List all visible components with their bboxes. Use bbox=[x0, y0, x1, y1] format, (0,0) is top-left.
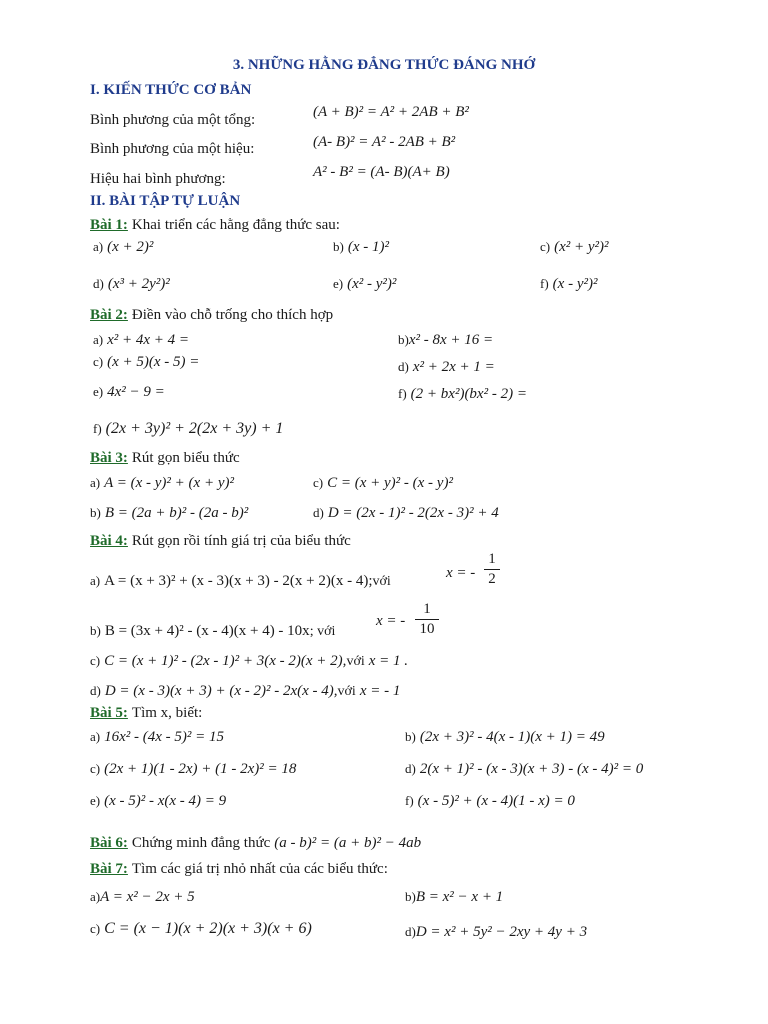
bai-7-item bbox=[90, 920, 312, 938]
bai-2-header bbox=[90, 306, 333, 324]
item-formula: D = (x - 3)(x + 3) + (x - 2)² - 2x(x - 4), bbox=[104, 683, 338, 699]
bai-7-item bbox=[405, 888, 503, 906]
bai-7-text: Tìm các giá trị nhỏ nhất của các biểu thức: bbox=[131, 861, 388, 877]
bai-3-item bbox=[313, 504, 499, 522]
item-formula: (2x + 3)² - 4(x - 1)(x + 1) = 49 bbox=[419, 729, 605, 745]
item-formula: (x + 2)² bbox=[107, 239, 154, 255]
item-formula: B = (2a + b)² - (2a - b)² bbox=[104, 505, 249, 521]
item-label: a) bbox=[90, 573, 101, 588]
bai-5-item bbox=[90, 760, 296, 778]
identity-formula-diff: (A- B)² = A² - 2AB + B² bbox=[313, 134, 456, 150]
item-label: f) bbox=[398, 386, 407, 401]
bai-1-label: Bài 1: bbox=[90, 217, 128, 233]
bai-3-text: Rút gọn biểu thức bbox=[131, 450, 240, 466]
identity-formula-squares: A² - B² = (A- B)(A+ B) bbox=[313, 164, 450, 180]
item-label: a) bbox=[90, 475, 101, 490]
fraction-numerator: 1 bbox=[423, 601, 431, 617]
item-formula: (x - 5)² + (x - 4)(1 - x) = 0 bbox=[417, 793, 575, 809]
section-1-heading: I. KIẾN THỨC CƠ BẢN bbox=[90, 82, 252, 98]
item-formula: (x² + y²)² bbox=[554, 239, 609, 255]
bai-6-label: Bài 6: bbox=[90, 835, 128, 851]
item-label: d) bbox=[90, 683, 101, 698]
bai-7-item bbox=[405, 923, 587, 941]
item-label: d) bbox=[398, 359, 409, 374]
item-label: d) bbox=[405, 761, 416, 776]
item-formula: 4x² − 9 = bbox=[107, 384, 165, 400]
bai-2-item bbox=[398, 385, 527, 403]
item-formula: (2x + 3y)² + 2(2x + 3y) + 1 bbox=[105, 420, 284, 437]
item-formula: (x - 1)² bbox=[347, 239, 389, 255]
item-label: d) bbox=[405, 924, 416, 939]
bai-4-header bbox=[90, 532, 351, 550]
bai-5-item bbox=[90, 792, 226, 810]
item-label: e) bbox=[333, 276, 344, 291]
item-formula: D = (2x - 1)² - 2(2x - 3)² + 4 bbox=[327, 505, 499, 521]
item-formula: x² + 2x + 1 = bbox=[412, 359, 495, 375]
bai-3-header bbox=[90, 449, 240, 467]
item-label: d) bbox=[313, 505, 324, 520]
item-formula: (x² - y²)² bbox=[347, 276, 397, 292]
bai-5-text: Tìm x, biết: bbox=[131, 705, 203, 721]
item-label: e) bbox=[90, 793, 101, 808]
item-label: a) bbox=[93, 239, 104, 254]
bai-2-label: Bài 2: bbox=[90, 307, 128, 323]
bai-5-item bbox=[405, 760, 643, 778]
with-label: với bbox=[372, 574, 391, 589]
item-formula: A = x² − 2x + 5 bbox=[100, 889, 195, 905]
bai-4-item-a bbox=[90, 572, 391, 590]
bai-2-item bbox=[398, 331, 493, 349]
item-label: e) bbox=[93, 384, 104, 399]
item-formula: (2 + bx²)(bx² - 2) = bbox=[410, 386, 527, 402]
condition: x = - 1 bbox=[359, 683, 401, 699]
bai-5-header bbox=[90, 704, 202, 722]
item-label: c) bbox=[540, 239, 551, 254]
bai-1-item bbox=[540, 238, 609, 256]
item-formula: A = (x - y)² + (x + y)² bbox=[104, 475, 234, 491]
bai-1-item bbox=[333, 238, 389, 256]
identity-label-squares: Hiệu hai bình phương: bbox=[90, 171, 226, 187]
item-label: f) bbox=[93, 421, 102, 436]
bai-2-item bbox=[398, 358, 495, 376]
item-formula: (x - y²)² bbox=[552, 276, 598, 292]
item-formula: x² - 8x + 16 = bbox=[408, 332, 494, 348]
item-label: a) bbox=[90, 729, 101, 744]
fraction bbox=[415, 601, 439, 638]
item-formula: (x + 5)(x - 5) = bbox=[107, 354, 200, 370]
condition: x = - bbox=[446, 565, 476, 581]
bai-3-label: Bài 3: bbox=[90, 450, 128, 466]
item-label: b) bbox=[405, 889, 416, 904]
bai-6-formula: (a - b)² = (a + b)² − 4ab bbox=[274, 835, 422, 851]
bai-5-label: Bài 5: bbox=[90, 705, 128, 721]
item-label: c) bbox=[90, 761, 101, 776]
condition: x = - bbox=[376, 613, 406, 629]
item-label: a) bbox=[90, 889, 101, 904]
bai-1-item bbox=[93, 275, 170, 293]
item-label: b) bbox=[333, 239, 344, 254]
fraction-denominator: 10 bbox=[419, 621, 435, 637]
bai-2-item bbox=[93, 353, 199, 371]
bai-4-label: Bài 4: bbox=[90, 533, 128, 549]
item-label: b) bbox=[90, 623, 101, 638]
item-formula: C = (x + 1)² - (2x - 1)² + 3(x - 2)(x + 2), bbox=[104, 653, 347, 669]
bai-2-item bbox=[93, 420, 283, 438]
bai-3-item bbox=[90, 474, 234, 492]
bai-4-text: Rút gọn rồi tính giá trị của biểu thức bbox=[131, 533, 351, 549]
identity-formula-sum: (A + B)² = A² + 2AB + B² bbox=[313, 104, 469, 120]
item-label: f) bbox=[540, 276, 549, 291]
bai-7-item bbox=[90, 888, 195, 906]
item-formula: B = x² − x + 1 bbox=[415, 889, 504, 905]
item-formula: x² + 4x + 4 = bbox=[107, 332, 190, 348]
item-formula: 16x² - (4x - 5)² = 15 bbox=[104, 729, 225, 745]
fraction-denominator: 2 bbox=[488, 571, 496, 587]
bai-4-item-c bbox=[90, 652, 408, 670]
identity-label-sum: Bình phương của một tổng: bbox=[90, 112, 256, 128]
with-label: ; với bbox=[309, 624, 336, 639]
condition: x = 1 . bbox=[368, 653, 409, 669]
bai-1-text: Khai triển các hằng đẳng thức sau: bbox=[131, 217, 340, 233]
item-formula: (x³ + 2y²)² bbox=[107, 276, 170, 292]
identity-label-diff: Bình phương của một hiệu: bbox=[90, 141, 255, 157]
bai-1-item bbox=[333, 275, 396, 293]
item-formula: C = (x − 1)(x + 2)(x + 3)(x + 6) bbox=[104, 920, 312, 937]
bai-2-item bbox=[93, 331, 189, 349]
item-label: d) bbox=[93, 276, 104, 291]
with-label: với bbox=[346, 654, 365, 669]
item-formula: (x - 5)² - x(x - 4) = 9 bbox=[104, 793, 227, 809]
item-formula: D = x² + 5y² − 2xy + 4y + 3 bbox=[415, 924, 588, 940]
item-formula: 2(x + 1)² - (x - 3)(x + 3) - (x - 4)² = 0 bbox=[419, 761, 644, 777]
fraction bbox=[484, 551, 500, 588]
bai-3-item bbox=[90, 504, 248, 522]
fraction-bar bbox=[415, 619, 439, 620]
bai-5-item bbox=[90, 728, 224, 746]
bai-1-item bbox=[93, 238, 153, 256]
with-label: với bbox=[337, 684, 356, 699]
item-formula: A = (x + 3)² + (x - 3)(x + 3) - 2(x + 2)(x - 4); bbox=[104, 573, 373, 589]
item-label: b) bbox=[405, 729, 416, 744]
bai-4-item-b bbox=[90, 622, 335, 640]
bai-1-item bbox=[540, 275, 597, 293]
fraction-bar bbox=[484, 569, 500, 570]
item-label: a) bbox=[93, 332, 104, 347]
item-label: b) bbox=[398, 332, 409, 347]
item-formula: C = (x + y)² - (x - y)² bbox=[327, 475, 453, 491]
item-label: c) bbox=[90, 921, 101, 936]
item-label: c) bbox=[313, 475, 324, 490]
item-label: f) bbox=[405, 793, 414, 808]
section-2-heading: II. BÀI TẬP TỰ LUẬN bbox=[90, 193, 241, 209]
bai-6-header bbox=[90, 834, 421, 852]
item-formula: B = (3x + 4)² - (x - 4)(x + 4) - 10x bbox=[104, 623, 310, 639]
fraction-numerator: 1 bbox=[488, 551, 496, 567]
page-title: 3. NHỮNG HẰNG ĐẲNG THỨC ĐÁNG NHỚ bbox=[232, 57, 536, 73]
item-label: c) bbox=[93, 354, 104, 369]
item-formula: (2x + 1)(1 - 2x) + (1 - 2x)² = 18 bbox=[104, 761, 297, 777]
bai-5-item bbox=[405, 792, 575, 810]
item-label: c) bbox=[90, 653, 101, 668]
bai-7-label: Bài 7: bbox=[90, 861, 128, 877]
item-label: b) bbox=[90, 505, 101, 520]
bai-1-header bbox=[90, 216, 340, 234]
bai-4-item-d bbox=[90, 682, 400, 700]
bai-2-text: Điền vào chỗ trống cho thích hợp bbox=[131, 307, 334, 323]
bai-5-item bbox=[405, 728, 605, 746]
bai-3-item bbox=[313, 474, 453, 492]
bai-7-header bbox=[90, 860, 388, 878]
bai-2-item bbox=[93, 383, 165, 401]
bai-6-text: Chứng minh đẳng thức bbox=[131, 835, 271, 851]
